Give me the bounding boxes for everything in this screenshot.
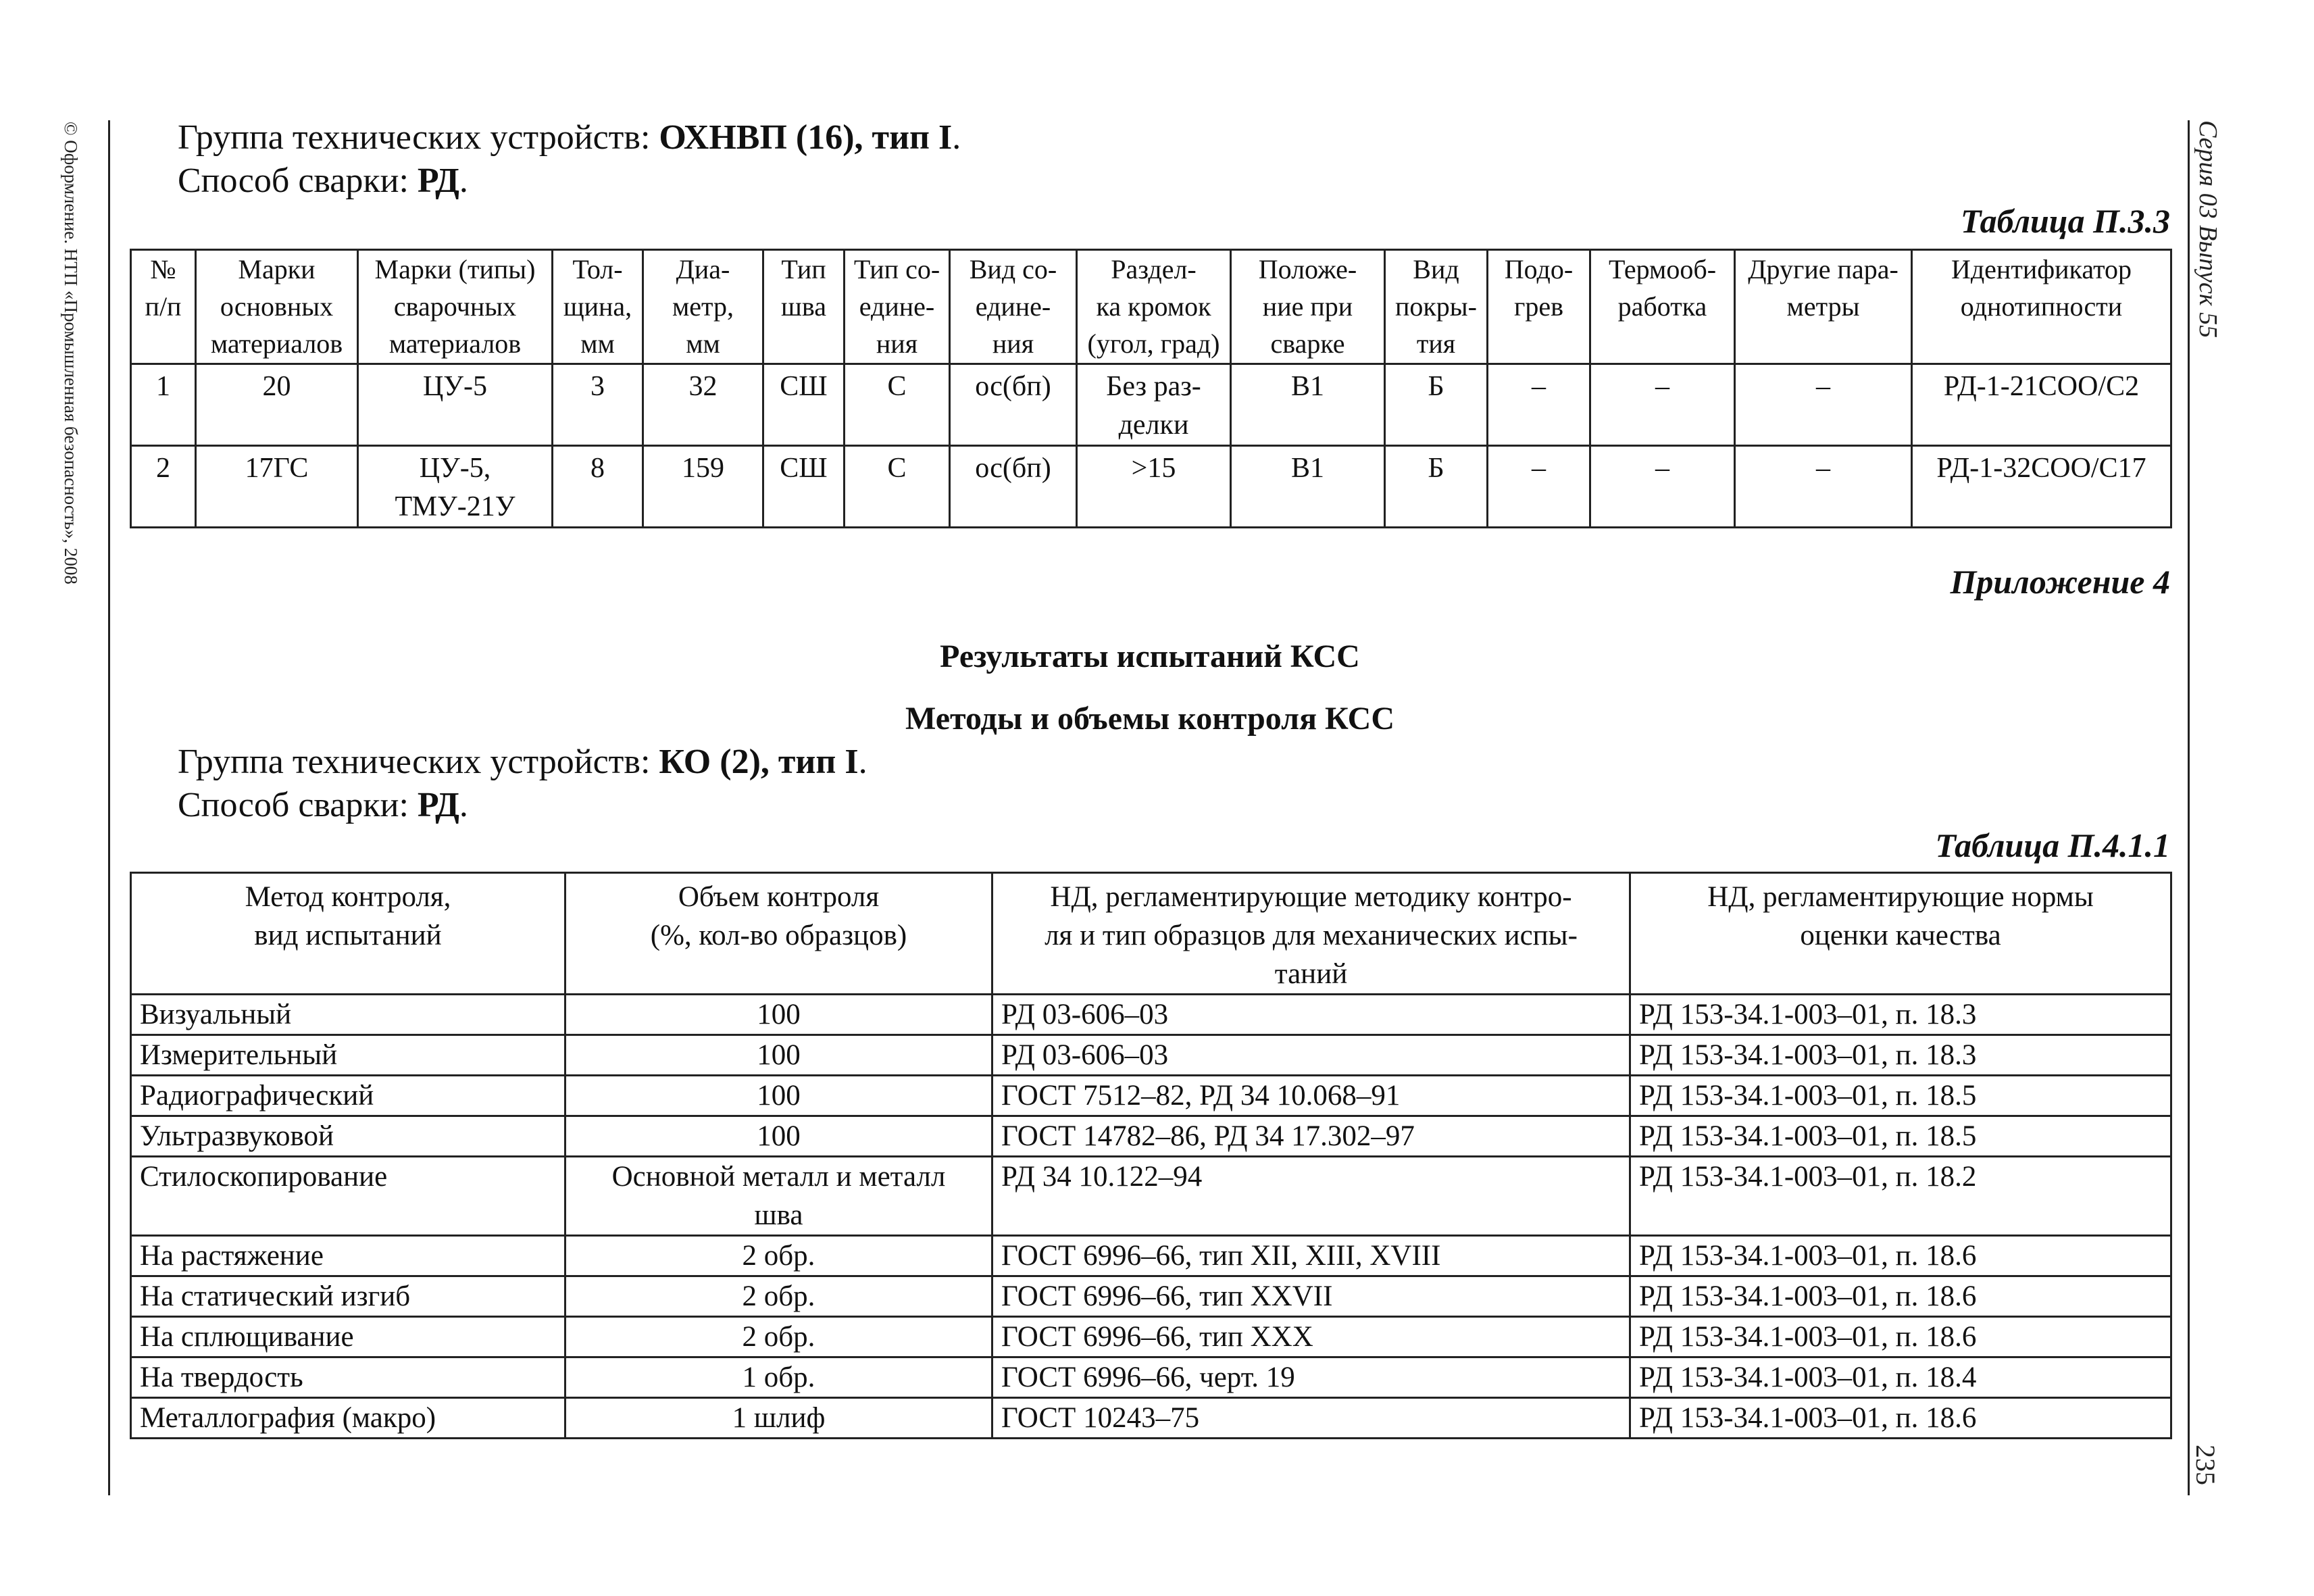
- table1-cell: >15: [1077, 446, 1231, 528]
- table2-cell: Визуальный: [131, 995, 565, 1035]
- table2-row: [131, 1398, 2171, 1439]
- table2-cell: ГОСТ 6996–66, черт. 19: [992, 1357, 1630, 1398]
- table1-header-cell: Идентификатор однотипности: [1912, 250, 2171, 364]
- left-margin-rule: [108, 120, 110, 1495]
- table2-row: [131, 1317, 2171, 1357]
- section1-group-value: ОХНВП (16), тип I: [659, 118, 953, 157]
- section1-method-line: [178, 161, 468, 201]
- table1-cell: 20: [196, 364, 358, 446]
- table1-header-cell: Подо- грев: [1488, 250, 1590, 364]
- appendix-label: Приложение 4: [1950, 563, 2170, 601]
- table1-cell: –: [1735, 364, 1912, 446]
- table2-cell: РД 153-34.1-003–01, п. 18.2: [1630, 1157, 2171, 1236]
- table2-row: [131, 1035, 2171, 1076]
- section1-group-end: .: [952, 118, 961, 157]
- table1-caption: Таблица П.3.3: [1960, 202, 2170, 240]
- table1-header-cell: Раздел- ка кромок (угол, град): [1077, 250, 1231, 364]
- section2-method-label: Способ сварки:: [178, 786, 418, 824]
- table2-cell: На твердость: [131, 1357, 565, 1398]
- table2-cell: РД 34 10.122–94: [992, 1157, 1630, 1236]
- copyright-text: © Оформление. НТП «Промышленная безопасность», 2008: [61, 122, 81, 584]
- table2-cell: 100: [565, 1035, 992, 1076]
- section1-method-end: .: [459, 161, 468, 200]
- table2-cell: РД 03-606–03: [992, 995, 1630, 1035]
- table2-row: [131, 1276, 2171, 1317]
- table1-cell: ос(бп): [950, 446, 1077, 528]
- section2-group-value: КО (2), тип I: [659, 743, 859, 781]
- right-margin-rule: [2188, 120, 2190, 1495]
- section2-group-line: [178, 742, 867, 782]
- table2-cell: На растяжение: [131, 1236, 565, 1276]
- table2-row: [131, 1157, 2171, 1236]
- table2-cell: Радиографический: [131, 1076, 565, 1116]
- table1-cell: С: [845, 446, 950, 528]
- section2-method-value: РД: [417, 786, 459, 824]
- table2-header-cell: Объем контроля (%, кол-во образцов): [565, 873, 992, 995]
- table1-cell: ЦУ-5: [358, 364, 553, 446]
- table1-cell: Б: [1385, 364, 1488, 446]
- table2-cell: РД 153-34.1-003–01, п. 18.3: [1630, 1035, 2171, 1076]
- table1-cell: 1: [131, 364, 196, 446]
- section1-group-line: [178, 118, 961, 158]
- section1-method-value: РД: [417, 161, 459, 200]
- table1-header-cell: Термооб- работка: [1590, 250, 1735, 364]
- table2-cell: 2 обр.: [565, 1236, 992, 1276]
- table1-cell: –: [1590, 446, 1735, 528]
- table2-cell: РД 153-34.1-003–01, п. 18.6: [1630, 1317, 2171, 1357]
- table2-cell: 100: [565, 995, 992, 1035]
- table2-cell: На сплющивание: [131, 1317, 565, 1357]
- table-p4-1-1: [130, 872, 2172, 1439]
- table1-header-cell: Тип шва: [763, 250, 845, 364]
- table-p3-3: [130, 249, 2172, 528]
- section2-group-label: Группа технических устройств:: [178, 743, 659, 781]
- table1-cell: В1: [1231, 364, 1385, 446]
- table1-header-cell: Вид со- едине- ния: [950, 250, 1077, 364]
- section2-method-end: .: [459, 786, 468, 824]
- table2-row: [131, 1236, 2171, 1276]
- table1-cell: –: [1488, 446, 1590, 528]
- table2-cell: ГОСТ 10243–75: [992, 1398, 1630, 1439]
- table2-cell: Измерительный: [131, 1035, 565, 1076]
- table2-cell: РД 153-34.1-003–01, п. 18.3: [1630, 995, 2171, 1035]
- table2-cell: ГОСТ 6996–66, тип XXX: [992, 1317, 1630, 1357]
- table1-header-row: [131, 250, 2171, 364]
- table2-cell: 100: [565, 1076, 992, 1116]
- table2-cell: РД 153-34.1-003–01, п. 18.6: [1630, 1276, 2171, 1317]
- table2-cell: РД 153-34.1-003–01, п. 18.6: [1630, 1236, 2171, 1276]
- table2-cell: Основной металл и металл шва: [565, 1157, 992, 1236]
- table2-row: [131, 1076, 2171, 1116]
- section2-method-line: [178, 785, 468, 826]
- table2-cell: РД 153-34.1-003–01, п. 18.6: [1630, 1398, 2171, 1439]
- table1-cell: 2: [131, 446, 196, 528]
- table2-cell: ГОСТ 7512–82, РД 34 10.068–91: [992, 1076, 1630, 1116]
- table2-caption: Таблица П.4.1.1: [1935, 826, 2170, 864]
- table2-cell: ГОСТ 14782–86, РД 34 17.302–97: [992, 1116, 1630, 1157]
- table1-cell: 8: [553, 446, 643, 528]
- table1-header-cell: Марки основных материалов: [196, 250, 358, 364]
- table2-cell: 1 шлиф: [565, 1398, 992, 1439]
- table1-cell: Б: [1385, 446, 1488, 528]
- table2-row: [131, 995, 2171, 1035]
- table1-cell: ЦУ-5, ТМУ-21У: [358, 446, 553, 528]
- table1-cell: –: [1590, 364, 1735, 446]
- table1-cell: Без раз- делки: [1077, 364, 1231, 446]
- table2-header-cell: Метод контроля, вид испытаний: [131, 873, 565, 995]
- results-heading: Результаты испытаний КСС: [940, 639, 1360, 674]
- table1-header-cell: Тип со- едине- ния: [845, 250, 950, 364]
- table2-cell: Металлография (макро): [131, 1398, 565, 1439]
- table1-cell: РД-1-32СОО/С17: [1912, 446, 2171, 528]
- table2-cell: Стилоскопирование: [131, 1157, 565, 1236]
- table2-cell: 2 обр.: [565, 1276, 992, 1317]
- methods-heading: Методы и объемы контроля КСС: [905, 701, 1394, 737]
- table2-cell: РД 153-34.1-003–01, п. 18.4: [1630, 1357, 2171, 1398]
- table2-row: [131, 1116, 2171, 1157]
- table1-header-cell: Марки (типы) сварочных материалов: [358, 250, 553, 364]
- table1-cell: СШ: [763, 446, 845, 528]
- table2-header-cell: НД, регламентирующие нормы оценки качества: [1630, 873, 2171, 995]
- table1-header-cell: Тол- щина, мм: [553, 250, 643, 364]
- table2-header-row: [131, 873, 2171, 995]
- table2-cell: ГОСТ 6996–66, тип XXVII: [992, 1276, 1630, 1317]
- table1-header-cell: Положе- ние при сварке: [1231, 250, 1385, 364]
- section1-group-label: Группа технических устройств:: [178, 118, 659, 157]
- table1-cell: 17ГС: [196, 446, 358, 528]
- table1-cell: В1: [1231, 446, 1385, 528]
- table1-cell: С: [845, 364, 950, 446]
- table1-header-cell: Диа- метр, мм: [643, 250, 763, 364]
- table1-cell: ос(бп): [950, 364, 1077, 446]
- table1-header-cell: Другие пара- метры: [1735, 250, 1912, 364]
- table2-cell: 2 обр.: [565, 1317, 992, 1357]
- table1-row: [131, 446, 2171, 528]
- table1-header-cell: № п/п: [131, 250, 196, 364]
- table2-cell: 1 обр.: [565, 1357, 992, 1398]
- table2-cell: 100: [565, 1116, 992, 1157]
- series-text: Серия 03 Выпуск 55: [2194, 120, 2222, 339]
- table1-cell: –: [1735, 446, 1912, 528]
- table2-cell: ГОСТ 6996–66, тип XII, XIII, XVIII: [992, 1236, 1630, 1276]
- table2-cell: РД 153-34.1-003–01, п. 18.5: [1630, 1116, 2171, 1157]
- table2-cell: На статический изгиб: [131, 1276, 565, 1317]
- page-number-text: 235: [2190, 1445, 2221, 1485]
- table1-cell: 32: [643, 364, 763, 446]
- section1-method-label: Способ сварки:: [178, 161, 418, 200]
- table2-cell: РД 03-606–03: [992, 1035, 1630, 1076]
- table2-cell: Ультразвуковой: [131, 1116, 565, 1157]
- table1-header-cell: Вид покры- тия: [1385, 250, 1488, 364]
- table1-cell: 159: [643, 446, 763, 528]
- table1-cell: 3: [553, 364, 643, 446]
- table1-cell: –: [1488, 364, 1590, 446]
- table2-header-cell: НД, регламентирующие методику контро- ля и тип образцов для механических испы- таний: [992, 873, 1630, 995]
- table1-cell: РД-1-21СОО/С2: [1912, 364, 2171, 446]
- table1-row: [131, 364, 2171, 446]
- table2-row: [131, 1357, 2171, 1398]
- table2-cell: РД 153-34.1-003–01, п. 18.5: [1630, 1076, 2171, 1116]
- section2-group-end: .: [858, 743, 867, 781]
- table1-cell: СШ: [763, 364, 845, 446]
